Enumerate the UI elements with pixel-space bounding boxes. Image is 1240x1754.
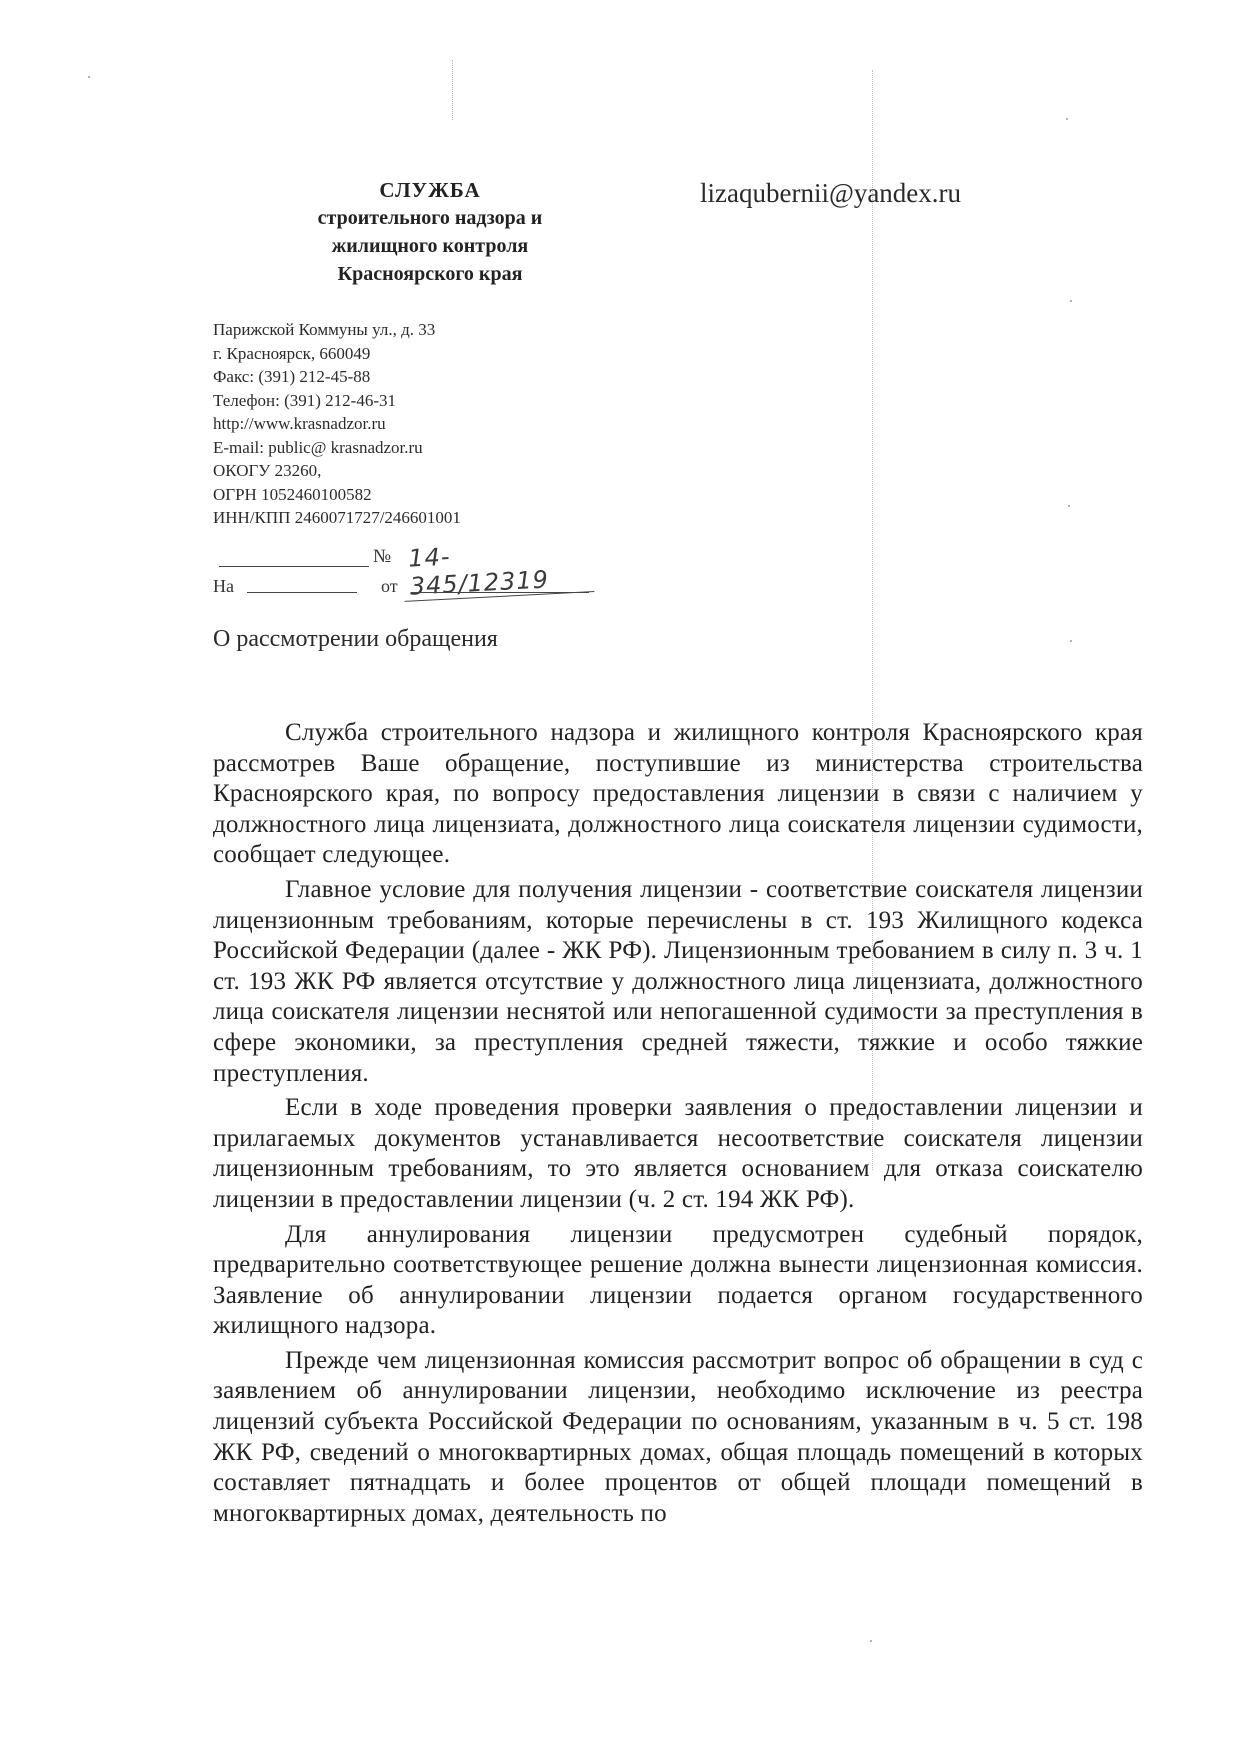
organization-header — [270, 176, 590, 288]
contact-address: Парижской Коммуны ул., д. 33 — [213, 320, 436, 339]
contact-email: E-mail: public@ krasnadzor.ru — [213, 437, 423, 457]
contact-phone: Телефон: (391) 212-46-31 — [213, 390, 396, 410]
org-name-line: жилищного контроля — [331, 235, 529, 257]
reference-blank-line — [247, 592, 357, 593]
reference-date-label: от — [381, 576, 398, 596]
body-paragraph: Главное условие для получения лицензии - соответствие соискателя лицензии лицензионным требованиям, которые перечислены в ст. 193 Жилищного кодекса Российской Федерации (далее - ЖК РФ). Лицензионным требованием в силу п. 3 ч. 1 ст. 193 ЖК РФ является отсутствие у должностного лица лицензиата, должностного лица соискателя лицензии неснятой или непогашенной судимости за преступления в сфере экономики, за преступления средней тяжести, тяжкие и особо тяжкие преступления. — [213, 875, 1143, 1087]
scan-speck — [1066, 118, 1068, 120]
scan-artifact-dotted-line-left — [452, 60, 454, 120]
reference-row — [213, 576, 593, 602]
contact-fax: Факс: (391) 212-45-88 — [213, 367, 371, 386]
letter-subject: О рассмотрении обращения — [213, 626, 498, 652]
scan-speck — [870, 1640, 872, 1642]
body-paragraph: Если в ходе проведения проверки заявления о предоставлении лицензии и прилагаемых документов устанавливается несоответствие соискателя лицензии лицензионным требованиям, то это является основанием для отказа соискателю лицензии в предоставлении лицензии (ч. 2 ст. 194 ЖК РФ). — [213, 1094, 1143, 1213]
org-title: СЛУЖБА — [379, 178, 481, 202]
scan-speck — [88, 76, 90, 78]
date-blank-line — [219, 550, 369, 567]
handwritten-registration-number: 14-345/12319 — [402, 535, 595, 602]
contact-inn-kpp: ИНН/КПП 2460071727/246601001 — [213, 508, 461, 527]
contact-okogu: ОКОГУ 23260, — [213, 461, 322, 480]
org-name-line: Красноярского края — [337, 263, 523, 285]
body-paragraph: Служба строительного надзора и жилищного контроля Красноярского края рассмотрев Ваше обращение, поступившие из министерства строительства Красноярского края, по вопросу предоставления лицензии в связи с наличием у должностного лица лицензиата, должностного лица соискателя лицензии судимости, сообщает следующее. — [213, 719, 1143, 869]
reference-date-blank-line — [411, 592, 589, 593]
body-paragraph: Прежде чем лицензионная комиссия рассмотрит вопрос об обращении в суд с заявлением об аннулировании лицензии, необходимо исключение из реестра лицензий субъекта Российской Федерации по основаниям, указанным в ч. 5 ст. 198 ЖК РФ, сведений о многоквартирных домах, общая площадь помещений в которых составляет пятнадцать и более процентов от общей площади помещений в многоквартирных домах, деятельность по — [213, 1346, 1143, 1527]
scan-speck — [1068, 505, 1070, 507]
body-paragraph: Для аннулирования лицензии предусмотрен судебный порядок, предварительно соответствующее решение должна вынести лицензионная комиссия. Заявление об аннулировании лицензии подается органом государственного жилищного надзора. — [213, 1220, 1143, 1340]
letter-body — [213, 718, 1143, 1533]
scan-speck — [1070, 640, 1072, 642]
contact-website: http://www.krasnadzor.ru — [213, 414, 386, 433]
number-label: № — [373, 546, 392, 567]
org-name-line: строительного надзора и — [317, 207, 543, 229]
reference-label: На — [213, 576, 234, 596]
recipient-email: lizaqubernii@yandex.ru — [700, 178, 962, 208]
contact-city: г. Красноярск, 660049 — [213, 343, 371, 363]
contacts-block — [213, 318, 613, 530]
scan-speck — [1070, 300, 1072, 302]
contact-ogrn: ОГРН 1052460100582 — [213, 484, 372, 504]
